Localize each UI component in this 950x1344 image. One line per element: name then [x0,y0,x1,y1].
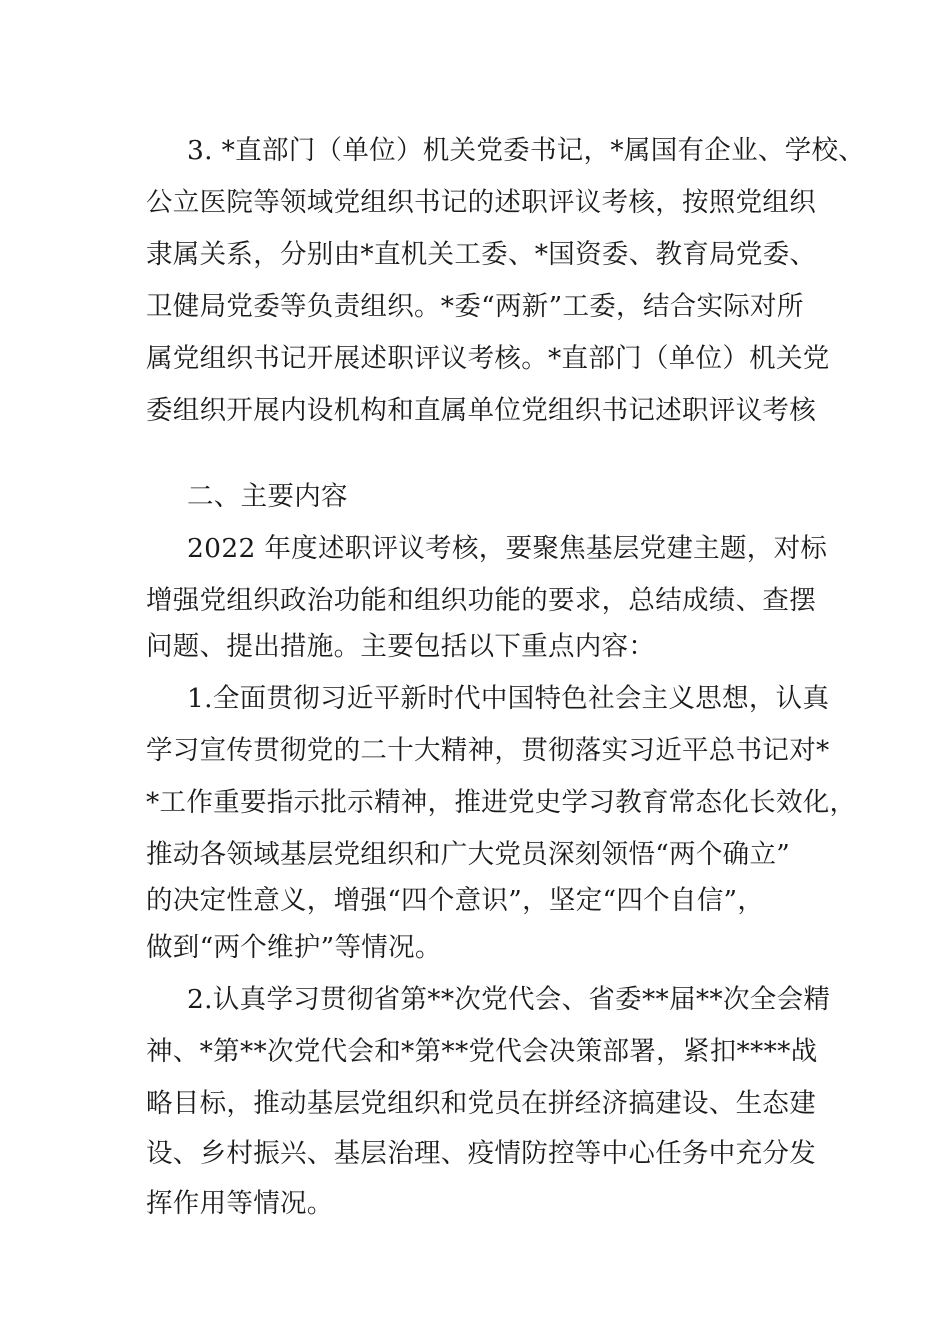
paragraph-item-1-line-6: 做到“两个维护”等情况。 [146,932,442,963]
paragraph-item-1-line-1: 1.全面贯彻习近平新时代中国特色社会主义思想，认真 [187,683,830,714]
paragraph-item-3-line-5: 属党组织书记开展述职评议考核。*直部门（单位）机关党 [146,343,830,374]
paragraph-item-1-line-3: *工作重要指示批示精神，推进党史学习教育常态化长效化， [146,787,857,818]
paragraph-item-1-line-2: 学习宣传贯彻党的二十大精神，贯彻落实习近平总书记对* [146,735,830,766]
section-heading: 二、主要内容 [187,481,348,512]
paragraph-item-2-line-5: 挥作用等情况。 [146,1188,334,1219]
paragraph-item-1-line-4: 推动各领域基层党组织和广大党员深刻领悟“两个确立” [146,839,791,870]
paragraph-item-1-line-5: 的决定性意义，增强“四个意识”，坚定“四个自信”， [146,885,765,916]
paragraph-item-3-line-3: 隶属关系，分别由*直机关工委、*国资委、教育局党委、 [146,239,817,270]
paragraph-item-3-line-1: 3. *直部门（单位）机关党委书记，*属国有企业、学校、 [187,135,866,166]
paragraph-intro-line-1: 2022 年度述职评议考核，要聚焦基层党建主题，对标 [187,533,828,564]
paragraph-item-2-line-4: 设、乡村振兴、基层治理、疫情防控等中心任务中充分发 [146,1138,816,1169]
paragraph-item-3-line-6: 委组织开展内设机构和直属单位党组织书记述职评议考核 [146,395,816,426]
paragraph-item-2-line-3: 略目标，推动基层党组织和党员在拼经济搞建设、生态建 [146,1088,816,1119]
paragraph-item-3-line-2: 公立医院等领域党组织书记的述职评议考核，按照党组织 [146,187,816,218]
paragraph-item-2-line-1: 2.认真学习贯彻省第**次党代会、省委**届**次全会精 [187,984,831,1015]
paragraph-item-2-line-2: 神、*第**次党代会和*第**党代会决策部署，紧扣****战 [146,1036,818,1067]
paragraph-intro-line-2: 增强党组织政治功能和组织功能的要求，总结成绩、查摆 [146,585,816,616]
paragraph-intro-line-3: 问题、提出措施。主要包括以下重点内容： [146,631,656,662]
paragraph-item-3-line-4: 卫健局党委等负责组织。*委“两新”工委，结合实际对所 [146,291,804,322]
